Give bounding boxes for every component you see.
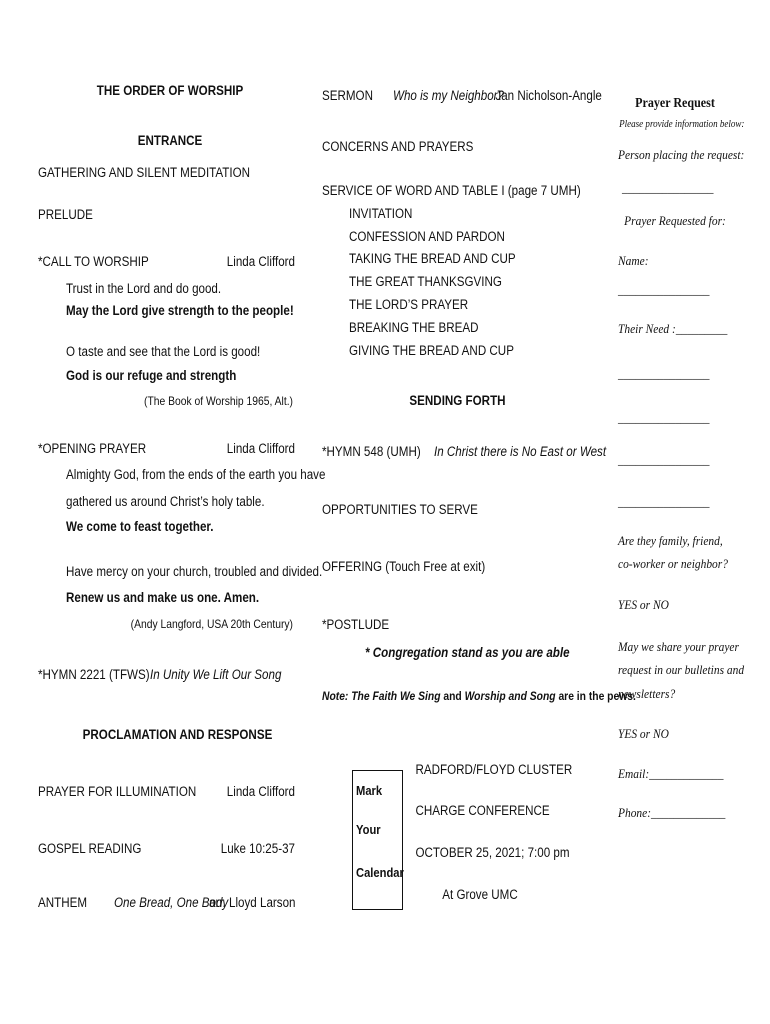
calendar-word: Your — [356, 822, 381, 837]
pews-note-suffix: are in the pews. — [555, 689, 636, 703]
call-source: (The Book of Worship 1965, Alt.) — [144, 394, 293, 408]
yes-no-1: YES or NO — [618, 597, 669, 612]
service-item: CONFESSION AND PARDON — [349, 229, 505, 244]
family-question-2: co-worker or neighbor? — [618, 556, 728, 571]
prelude-line: PRELUDE — [38, 207, 93, 222]
family-question-1: Are they family, friend, — [618, 533, 723, 548]
gathering-line: GATHERING AND SILENT MEDITATION — [38, 165, 251, 180]
cluster-line: RADFORD/FLOYD CLUSTER — [415, 762, 573, 777]
person-label: Person placing the request: — [618, 147, 745, 162]
illumination-label: PRAYER FOR ILLUMINATION — [38, 784, 197, 799]
conference-line: CHARGE CONFERENCE — [415, 803, 550, 818]
postlude-line: *POSTLUDE — [322, 617, 390, 632]
congregation-note: * Congregation stand as you are able — [365, 645, 570, 660]
opportunities-line: OPPORTUNITIES TO SERVE — [322, 502, 478, 517]
illumination-leader: Linda Clifford — [226, 784, 295, 799]
sermon-title: Who is my Neighbor? — [393, 88, 504, 103]
offering-line: OFFERING (Touch Free at exit) — [322, 559, 486, 574]
call-to-worship-leader: Linda Clifford — [226, 254, 295, 269]
calendar-word: Mark — [356, 783, 383, 798]
pews-note-prefix: Note: The — [322, 689, 373, 703]
call-to-worship-label: *CALL TO WORSHIP — [38, 254, 149, 269]
share-question-3: newsletters? — [618, 686, 676, 701]
service-item: BREAKING THE BREAD — [349, 320, 479, 335]
need-blank: ________________ — [618, 366, 710, 381]
hymn-548-title: In Christ there is No East or West — [434, 444, 607, 459]
anthem-title: One Bread, One Body — [114, 895, 229, 910]
yes-no-2: YES or NO — [618, 726, 669, 741]
date-line: OCTOBER 25, 2021; 7:00 pm — [415, 845, 570, 860]
need-blank: ________________ — [618, 452, 710, 467]
anthem-arranger: arr. Lloyd Larson — [209, 895, 296, 910]
gospel-label: GOSPEL READING — [38, 841, 142, 856]
service-line: SERVICE OF WORD AND TABLE I (page 7 UMH) — [322, 183, 581, 198]
opening-source: (Andy Langford, USA 20th Century) — [130, 617, 293, 631]
opening-line-2: gathered us around Christ’s holy table. — [66, 494, 265, 509]
share-question-2: request in our bulletins and — [618, 662, 745, 677]
need-label: Their Need :_________ — [618, 321, 728, 336]
concerns-line: CONCERNS AND PRAYERS — [322, 139, 474, 154]
requested-for-label: Prayer Requested for: — [624, 213, 726, 228]
calendar-word: Calendar — [356, 865, 404, 880]
person-blank: ________________ — [622, 180, 714, 195]
phone-field: Phone:_____________ — [618, 805, 726, 820]
service-item: TAKING THE BREAD AND CUP — [349, 251, 516, 266]
entrance-heading: ENTRANCE — [137, 133, 203, 148]
call-line-2: May the Lord give strength to the people! — [66, 303, 294, 318]
opening-line-4: Have mercy on your church, troubled and divided. — [66, 564, 323, 579]
pews-note-and: and — [440, 689, 465, 703]
gospel-reference: Luke 10:25-37 — [220, 841, 295, 856]
opening-line-1: Almighty God, from the ends of the earth you have — [66, 467, 326, 482]
call-line-3: O taste and see that the Lord is good! — [66, 344, 261, 359]
opening-prayer-label: *OPENING PRAYER — [38, 441, 147, 456]
service-item: INVITATION — [349, 206, 413, 221]
opening-line-3: We come to feast together. — [66, 519, 214, 534]
service-item: THE LORD’S PRAYER — [349, 297, 469, 312]
pews-note-book1: Faith We Sing — [372, 689, 441, 703]
prayer-request-title: Prayer Request — [635, 96, 715, 111]
pews-note — [322, 688, 636, 704]
name-blank: ________________ — [618, 282, 710, 297]
service-item: GIVING THE BREAD AND CUP — [349, 343, 514, 358]
calendar-box — [352, 770, 403, 910]
place-line: At Grove UMC — [442, 887, 518, 902]
pews-note-book2: Worship and Song — [464, 689, 556, 703]
opening-prayer-leader: Linda Clifford — [226, 441, 295, 456]
need-blank: ________________ — [618, 410, 710, 425]
hymn-2221-label: *HYMN 2221 (TFWS) — [38, 667, 150, 682]
sending-forth-heading: SENDING FORTH — [409, 393, 506, 408]
name-label: Name: — [618, 253, 649, 268]
prayer-request-subtitle: Please provide information below: — [619, 119, 745, 130]
sermon-speaker: Jan Nicholson-Angle — [495, 88, 602, 103]
order-of-worship-heading: THE ORDER OF WORSHIP — [96, 83, 244, 98]
service-item: THE GREAT THANKSGVING — [349, 274, 502, 289]
email-field: Email:_____________ — [618, 766, 724, 781]
proclamation-heading: PROCLAMATION AND RESPONSE — [82, 727, 273, 742]
sermon-label: SERMON — [322, 88, 373, 103]
need-blank: ________________ — [618, 494, 710, 509]
hymn-2221-title: In Unity We Lift Our Song — [150, 667, 282, 682]
anthem-label: ANTHEM — [38, 895, 88, 910]
call-line-4: God is our refuge and strength — [66, 368, 237, 383]
share-question-1: May we share your prayer — [618, 639, 739, 654]
opening-line-5: Renew us and make us one. Amen. — [66, 590, 260, 605]
hymn-548-label: *HYMN 548 (UMH) — [322, 444, 421, 459]
call-line-1: Trust in the Lord and do good. — [66, 281, 222, 296]
